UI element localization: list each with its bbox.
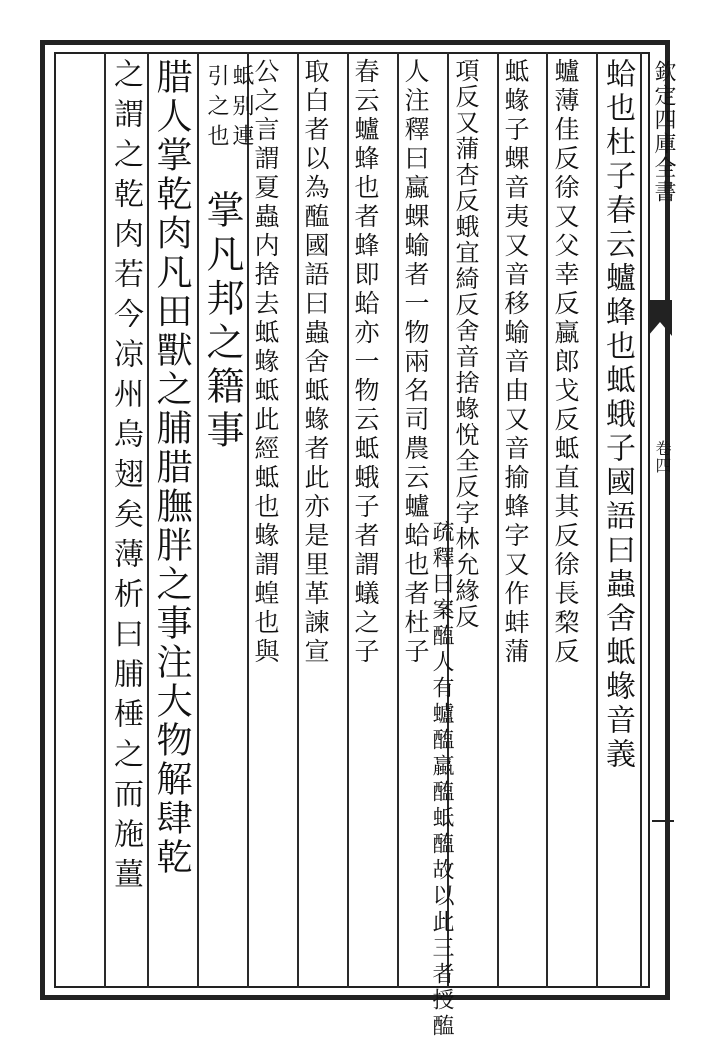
text-column: 人注釋曰蠃蜾蝓者一物兩名司農云蠦蛤也者杜子 <box>401 58 430 667</box>
column-rule <box>546 52 548 988</box>
text-column: 蠦薄佳反徐又父幸反蠃郎戈反蚳直其反徐長棃反 <box>551 58 580 667</box>
text-column: 引之也 <box>204 64 229 154</box>
column-rule <box>104 52 106 988</box>
text-column: 項反又蒲杏反蛾宜綺反舍音捨蝝悅全反字林允緣反 <box>451 58 479 630</box>
text-column: 取白者以為醢國語曰蟲舍蚳蝝者此亦是里革諫宣 <box>301 58 330 667</box>
fish-tail-icon <box>648 300 672 336</box>
text-column: 掌凡邦之籍事 <box>200 190 244 454</box>
volume-label: 卷四 <box>653 440 672 474</box>
text-column: 蛤也杜子春云蠦蜂也蚳蛾子國語曰蟲舍蚳蝝音義 <box>600 58 635 772</box>
column-rule <box>596 52 598 988</box>
column-rule <box>347 52 349 988</box>
column-rule <box>247 52 249 988</box>
column-rule <box>497 52 499 988</box>
text-column: 疏釋曰案醢人有蠦醢蠃醢蚳醢故以此三者授醢 <box>429 520 454 1040</box>
text-column: 蚳蝝子蜾音夷又音移蝓音由又音揄蜂字又作蚌蒲 <box>501 58 530 667</box>
book-title: 欽定四庫全書 <box>651 60 676 204</box>
text-column: 之謂之乾肉若今凉州烏翅矣薄析曰脯棰之而施薑 <box>108 58 143 898</box>
column-rule <box>397 52 399 988</box>
column-rule <box>197 52 199 988</box>
text-column: 蚳别連 <box>229 64 254 154</box>
text-column: 春云蠦蜂也者蜂即蛤亦一物云蚳蛾子者謂蟻之子 <box>351 58 380 667</box>
text-column: 公之言謂夏蟲内捨去蚳蝝蚳此經蚳也蝝謂蝗也與 <box>251 58 280 667</box>
column-rule <box>297 52 299 988</box>
column-rule <box>147 52 149 988</box>
column-rule <box>640 52 642 988</box>
gutter-mark <box>652 820 674 822</box>
text-column: 腊人掌乾肉凡田獸之脯腊膴胖之事注大物解肆乾 <box>151 58 192 877</box>
